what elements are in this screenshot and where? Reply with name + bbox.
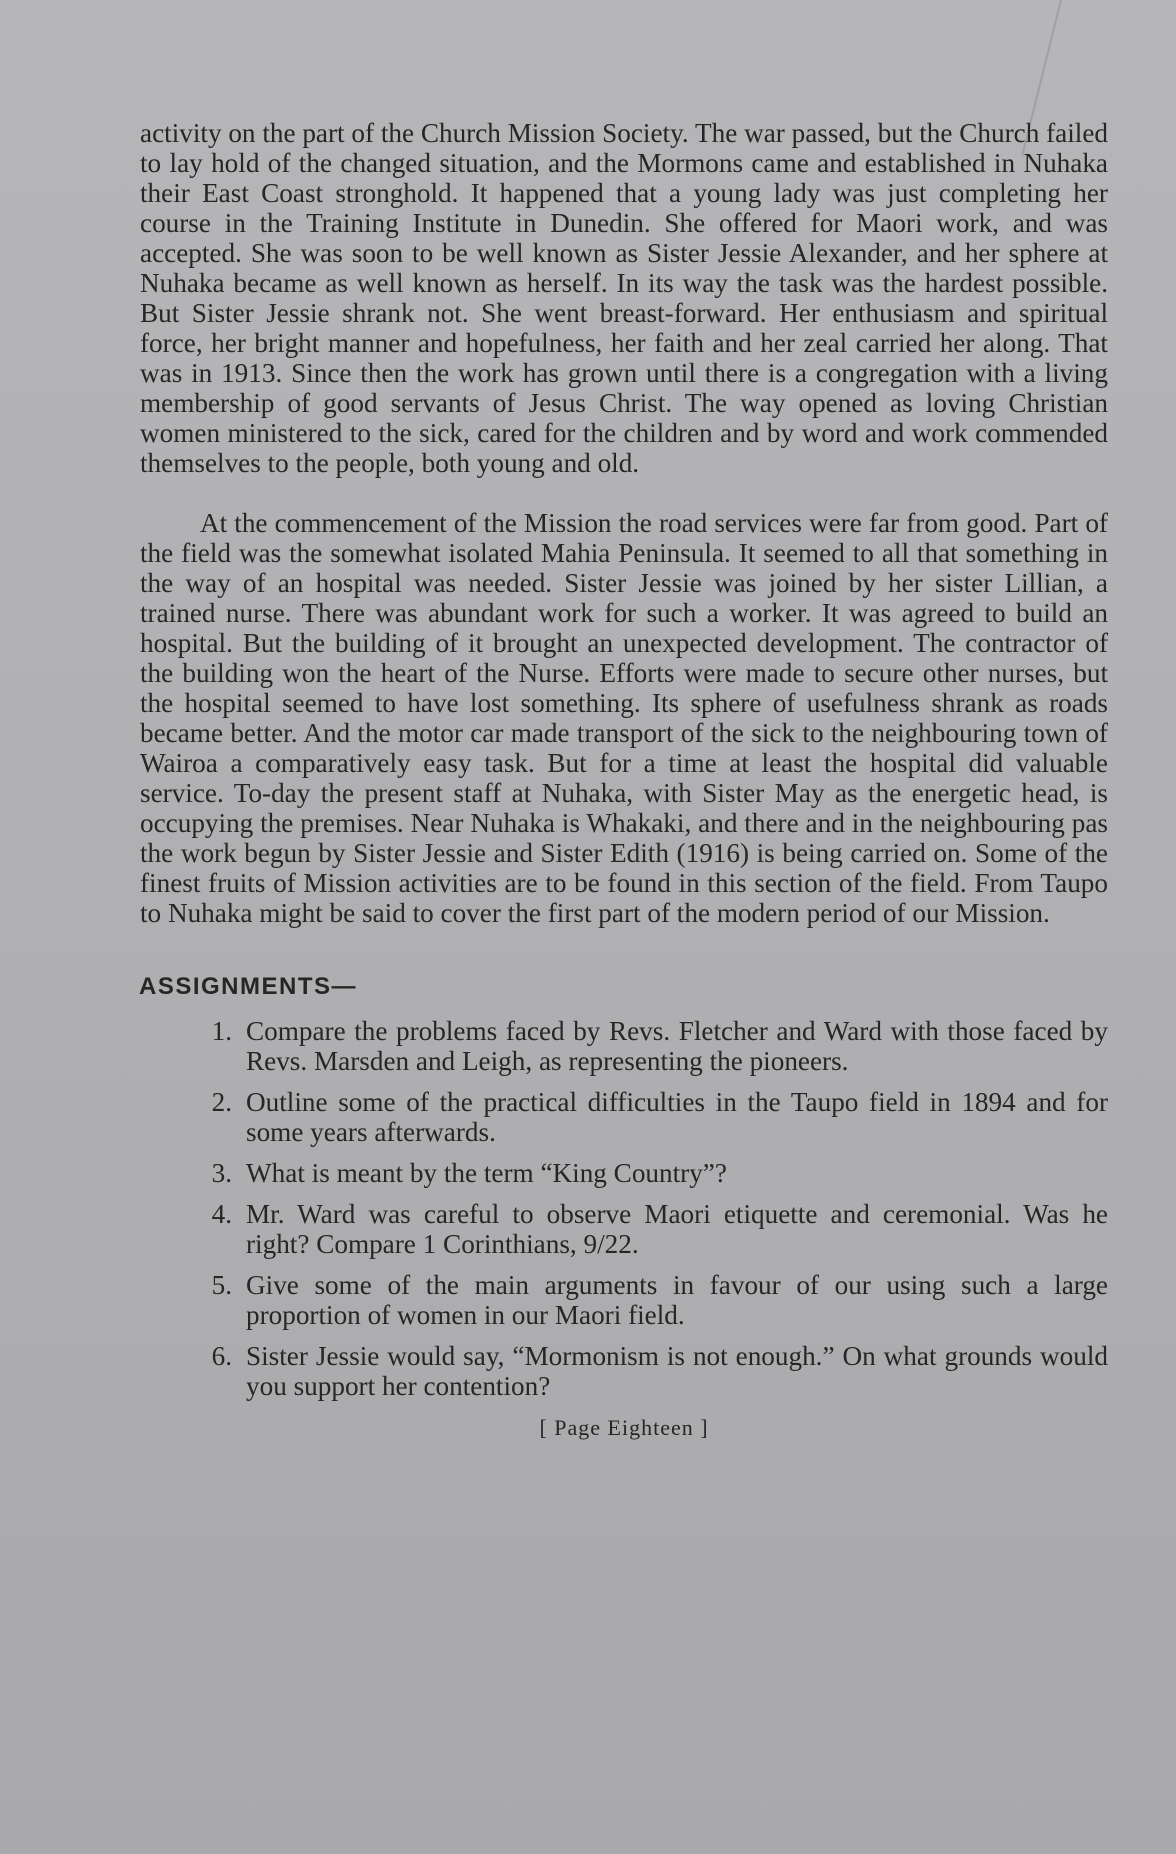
list-item (140, 1016, 1108, 1076)
assignments-heading: ASSIGNMENTS— (139, 973, 358, 1000)
list-item (140, 1199, 1108, 1259)
page-number-footer: [ Page Eighteen ] (539, 1415, 709, 1440)
item-number: 6. (211, 1341, 232, 1371)
item-text: Compare the problems faced by Revs. Fletcher and Ward with those faced by Revs. Marsden and Leigh, as representing the pioneers. (246, 1016, 1108, 1076)
list-item (140, 1087, 1108, 1147)
item-text: Outline some of the practical difficulties in the Taupo field in 1894 and for some years afterwards. (246, 1087, 1108, 1147)
item-number: 5. (211, 1270, 232, 1300)
body-paragraph-continued: activity on the part of the Church Mission Society. The war passed, but the Church failed to lay hold of the changed situation, and the Mormons came and established in Nuhaka their East Coast stronghold. It happened that a young lady was just completing her course in the Training Institute in Dunedin. She offered for Maori work, and was accepted. She was soon to be well known as Sister Jessie Alexander, and her sphere at Nuhaka became as well known as herself. In its way the task was the hardest possible. But Sister Jessie shrank not. She went breast-forward. Her enthusiasm and spiritual force, her bright manner and hopefulness, her faith and her zeal carried her along. That was in 1913. Since then the work has grown until there is a congregation with a living membership of good servants of Jesus Christ. The way opened as loving Christian women ministered to the sick, cared for the children and by word and work commended themselves to the people, both young and old. (140, 118, 1108, 478)
document-page (140, 118, 1108, 1443)
item-number: 4. (211, 1199, 232, 1229)
list-item (140, 1270, 1108, 1330)
item-text: Sister Jessie would say, “Mormonism is not enough.” On what grounds would you support her contention? (246, 1341, 1108, 1401)
item-text: What is meant by the term “King Country”? (246, 1158, 727, 1188)
item-number: 2. (211, 1087, 232, 1117)
list-item (140, 1341, 1108, 1401)
assignments-list (140, 1016, 1108, 1401)
item-text: Mr. Ward was careful to observe Maori etiquette and ceremonial. Was he right? Compare 1 Corinthians, 9/22. (246, 1199, 1108, 1259)
item-number: 1. (211, 1016, 232, 1046)
item-number: 3. (211, 1158, 232, 1188)
item-text: Give some of the main arguments in favour of our using such a large proportion of women in our Maori field. (246, 1270, 1108, 1330)
body-paragraph-mission: At the commencement of the Mission the road services were far from good. Part of the field was the somewhat isolated Mahia Peninsula. It seemed to all that something in the way of an hospital was needed. Sister Jessie was joined by her sister Lillian, a trained nurse. There was abundant work for such a worker. It was agreed to build an hospital. But the building of it brought an unexpected development. The contractor of the building won the heart of the Nurse. Efforts were made to secure other nurses, but the hospital seemed to have lost something. Its sphere of usefulness shrank as roads became better. And the motor car made transport of the sick to the neighbouring town of Wairoa a comparatively easy task. But for a time at least the hospital did valuable service. To-day the present staff at Nuhaka, with Sister May as the energetic head, is occupying the premises. Near Nuhaka is Whakaki, and there and in the neighbouring pas the work begun by Sister Jessie and Sister Edith (1916) is being carried on. Some of the finest fruits of Mission activities are to be found in this section of the field. From Taupo to Nuhaka might be said to cover the first part of the modern period of our Mission. (140, 508, 1108, 928)
list-item (140, 1158, 1108, 1188)
